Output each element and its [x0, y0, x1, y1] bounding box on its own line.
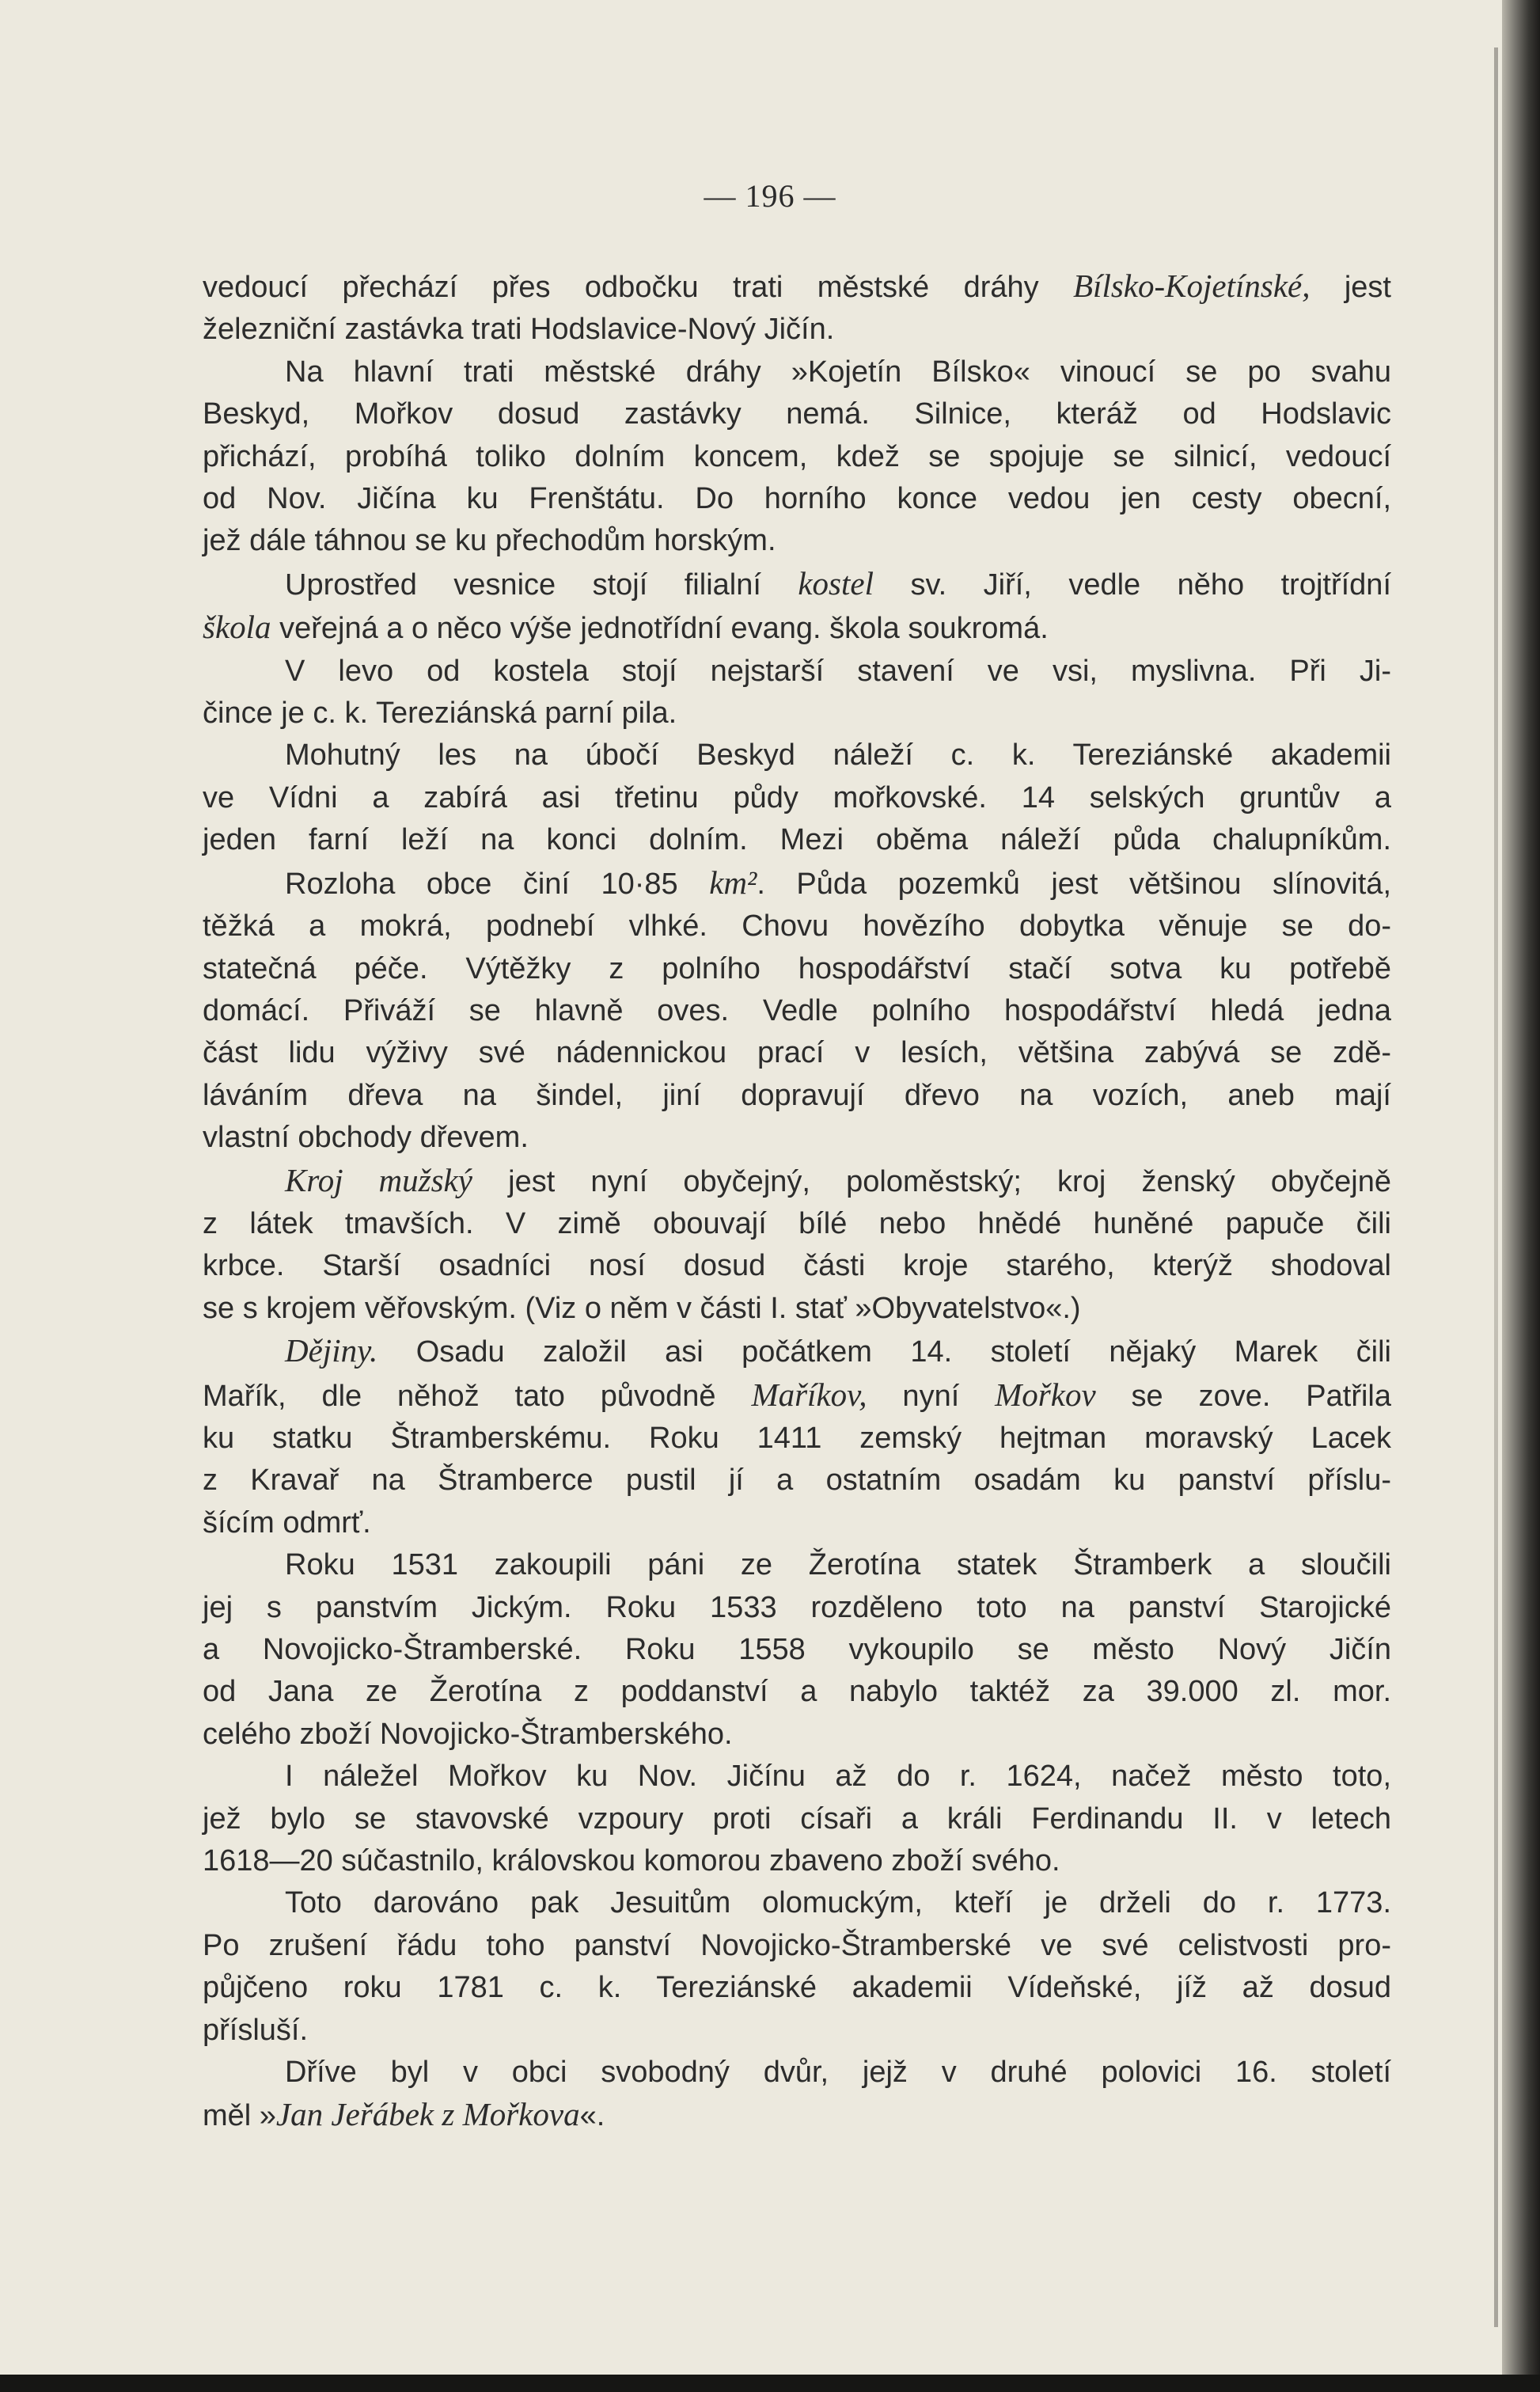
text-segment: těžká a mokrá, podnebí vlhké. Chovu hovězího dobytka věnuje se do- [203, 909, 1391, 944]
text-line [203, 393, 1391, 435]
text-line [203, 1882, 1391, 1924]
text-segment: veřejná a o něco výše jednotřídní evang. škola soukromá. [271, 612, 1049, 646]
text-segment: láváním dřeva na šindel, jiní dopravují dřevo na vozích, aneb mají [203, 1078, 1391, 1112]
text-segment: část lidu výživy své nádennickou prací v lesích, většina zabývá se zdě- [203, 1036, 1391, 1070]
text-segment: se s krojem věřovským. (Viz o něm v části I. stať »Obyvatelstvo«.) [203, 1291, 1081, 1325]
italic-text: Dějiny. [285, 1332, 378, 1369]
italic-text: Jan Jeřábek z Mořkova [275, 2096, 580, 2133]
text-segment: jest nyní obyčejný, poloměstský; kroj ženský obyčejně [472, 1164, 1391, 1198]
text-line [203, 1587, 1391, 1629]
text-segment: Toto darováno pak Jesuitům olomuckým, kteří je drželi do r. 1773. [285, 1886, 1391, 1920]
text-line [203, 1032, 1391, 1074]
text-segment: jej s panstvím Jickým. Roku 1533 rozděleno toto na panství Starojické [203, 1590, 1391, 1624]
italic-text: km² [709, 864, 757, 901]
italic-text: Mořkov [995, 1376, 1096, 1413]
italic-text: Bílsko-Kojetínské, [1073, 268, 1311, 304]
italic-text: Maříkov, [751, 1376, 867, 1413]
text-segment: od Nov. Jičína ku Frenštátu. Do horního konce vedou jen cesty obecní, [203, 482, 1391, 516]
text-segment: čince je c. k. Tereziánská parní pila. [203, 697, 677, 731]
text-line [203, 309, 1391, 351]
book-spine-shadow [1502, 0, 1540, 2392]
text-segment: přísluší. [203, 2013, 309, 2047]
text-line [203, 563, 1391, 606]
text-line [203, 693, 1391, 735]
text-segment: jeden farní leží na konci dolním. Mezi oběma náleží půda chalupníkům. [203, 823, 1391, 857]
text-line [203, 2052, 1391, 2094]
text-segment: půjčeno roku 1781 c. k. Tereziánské akademii Vídeňské, jíž až dosud [203, 1971, 1391, 2005]
text-line [203, 351, 1391, 393]
text-line [203, 436, 1391, 478]
text-segment: Beskyd, Mořkov dosud zastávky nemá. Silnice, kteráž od Hodslavic [203, 397, 1391, 431]
text-segment: jež dále táhnou se ku přechodům horským. [203, 524, 776, 558]
text-segment: vlastní obchody dřevem. [203, 1121, 529, 1155]
text-line [203, 1460, 1391, 1502]
text-line [203, 478, 1391, 520]
text-line [203, 520, 1391, 562]
text-segment: měl » [203, 2099, 276, 2133]
text-line [203, 2010, 1391, 2052]
text-segment: Rozloha obce činí 10·85 [285, 867, 710, 901]
text-segment: celého zboží Novojicko-Štramberského. [203, 1717, 733, 1751]
text-segment: jest [1310, 271, 1391, 304]
text-line [203, 862, 1391, 906]
text-segment: Mohutný les na úbočí Beskyd náleží c. k. Tereziánské akademii [285, 738, 1391, 773]
text-line [203, 1245, 1391, 1287]
text-line [203, 651, 1391, 693]
text-segment: «. [579, 2099, 605, 2133]
text-segment: ve Vídni a zabírá asi třetinu půdy mořkovské. 14 selských gruntův a [203, 780, 1391, 814]
text-line [203, 1330, 1391, 1373]
text-line [203, 1374, 1391, 1418]
text-line [203, 1544, 1391, 1586]
text-line [203, 1756, 1391, 1798]
text-line [203, 1925, 1391, 1967]
page-gutter-line [1494, 47, 1498, 2327]
text-line [203, 606, 1391, 650]
italic-text: Kroj mužský [285, 1161, 472, 1198]
text-segment: Roku 1531 zakoupili páni ze Žerotína statek Štramberk a sloučili [285, 1548, 1391, 1582]
text-line [203, 1798, 1391, 1840]
text-line [203, 2094, 1391, 2137]
text-line [203, 1502, 1391, 1544]
text-segment: Na hlavní trati městské dráhy »Kojetín Bílsko« vinoucí se po svahu [285, 355, 1391, 389]
text-segment: sv. Jiří, vedle něho trojtřídní [874, 568, 1391, 602]
page-number: — 196 — [704, 178, 836, 214]
text-segment: Osadu založil asi počátkem 14. století nějaký Marek čili [377, 1335, 1391, 1369]
italic-text: škola [203, 609, 271, 646]
text-line [203, 265, 1391, 309]
text-segment: V levo od kostela stojí nejstarší stavení ve vsi, myslivna. Při Ji- [285, 654, 1391, 688]
text-line [203, 1714, 1391, 1756]
text-line [203, 1203, 1391, 1245]
body-text [203, 265, 1391, 2138]
text-segment: z Kravař na Štramberce pustil jí a ostatním osadám ku panství příslu- [203, 1464, 1391, 1498]
text-line [203, 948, 1391, 990]
text-line [203, 1117, 1391, 1159]
text-segment: od Jana ze Žerotína z poddanství a nabylo taktéž za 39.000 zl. mor. [203, 1675, 1391, 1709]
text-segment: se zove. Patřila [1095, 1379, 1392, 1413]
text-line [203, 735, 1391, 776]
text-segment: železniční zastávka trati Hodslavice-Nový Jičín. [203, 313, 835, 347]
text-segment: 1618—20 súčastnilo, královskou komorou zbaveno zboží svého. [203, 1844, 1060, 1878]
text-segment: jež bylo se stavovské vzpoury proti císaři a králi Ferdinandu II. v letech [203, 1802, 1391, 1836]
text-line [203, 1840, 1391, 1882]
text-line [203, 1967, 1391, 2009]
text-segment: . Půda pozemků jest většinou slínovitá, [757, 867, 1391, 901]
text-segment: statečná péče. Výtěžky z polního hospodářství stačí sotva ku potřebě [203, 951, 1391, 985]
text-line [203, 1418, 1391, 1460]
text-segment: krbce. Starší osadníci nosí dosud části kroje starého, kterýž shodoval [203, 1249, 1391, 1283]
italic-text: kostel [798, 564, 874, 602]
text-line [203, 819, 1391, 861]
text-segment: ku statku Štramberskému. Roku 1411 zemský hejtman moravský Lacek [203, 1421, 1391, 1455]
text-segment: Dříve byl v obci svobodný dvůr, jejž v druhé polovici 16. století [285, 2056, 1391, 2090]
text-line [203, 906, 1391, 947]
page-bottom-shadow [0, 2375, 1540, 2392]
text-segment: z látek tmavších. V zimě obouvají bílé nebo hnědé huněné papuče čili [203, 1206, 1391, 1240]
text-line [203, 990, 1391, 1032]
text-segment: vedoucí přechází přes odbočku trati městské dráhy [203, 271, 1074, 304]
text-line [203, 1075, 1391, 1117]
text-line [203, 1629, 1391, 1671]
text-segment: nyní [867, 1379, 996, 1413]
text-line [203, 777, 1391, 819]
text-line [203, 1288, 1391, 1330]
text-segment: Mařík, dle něhož tato původně [203, 1379, 752, 1413]
text-segment: přichází, probíhá toliko dolním koncem, kdež se spojuje se silnicí, vedoucí [203, 439, 1391, 473]
text-line [203, 1671, 1391, 1713]
text-segment: I náležel Mořkov ku Nov. Jičínu až do r. 1624, načež město toto, [285, 1760, 1391, 1794]
text-segment: Po zrušení řádu toho panství Novojicko-Štramberské ve své celistvosti pro- [203, 1928, 1391, 1962]
text-segment: domácí. Přiváží se hlavně oves. Vedle polního hospodářství hledá jedna [203, 993, 1391, 1027]
text-segment: šícím odmrť. [203, 1505, 371, 1540]
text-line [203, 1160, 1391, 1203]
text-segment: Uprostřed vesnice stojí filialní [285, 568, 798, 602]
text-segment: a Novojicko-Štramberské. Roku 1558 vykoupilo se město Nový Jičín [203, 1633, 1391, 1666]
